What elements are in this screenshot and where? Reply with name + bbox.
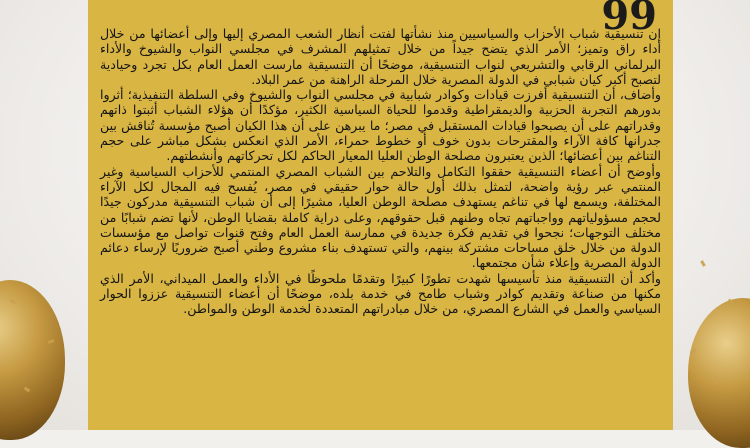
article-body [100,26,661,317]
quote-icon: 99 [601,0,657,39]
article-paragraph-4: وأكد أن التنسيقية منذ تأسيسها شهدت تطورًا كبيرًا وتقدمًا ملحوظًا في الأداء والعمل الميداني، الأمر الذي مكنها من صناعة وتقديم كوادر وشباب طامح في خدمة بلده، موضحًا أن أعضاء التنسيقية عززوا الحوار السياسي والعمل في الشارع المصري، من خلال مبادراتهم المتعددة لخدمة الوطن والمواطن. [100,270,661,317]
article-paragraph-1: إن تنسيقية شباب الأحزاب والسياسيين منذ نشأتها لفتت أنظار الشعب المصري إليها وإلى أعضائها من خلال أداء راق وتميز؛ الأمر الذي يتضح جيداً من خلال تمثيلهم المشرف في مجلسي النواب والشيوخ والأداء البرلماني الرقابي والتشريعي لنواب التنسيقية، موضحًا أن التنسيقية مارست العمل العام بكل تجرد وحيادية لتصبح أكبر كيان شبابي في الدولة المصرية خلال المرحلة الراهنة من عمر البلاد. [100,26,661,87]
article-paragraph-3: وأوضح أن أعضاء التنسيقية حققوا التكامل والتلاحم بين الشباب المصري المنتمي للأحزاب السياسية وغير المنتمي عبر رؤية واضحة، لتمثل بذلك أول حالة حوار حقيقي في مصر، يُفسح فيه المجال لكل الآراء المختلفة، ويسمع لها في تناغم يستهدف مصلحة الوطن العليا، مشيرًا إلى أن شباب التنسيقية مدركون جيدًا لحجم مسؤولياتهم وواجباتهم تجاه وطنهم قبل حقوقهم، وعلى دراية كاملة بقضايا الوطن، لأنها تضم شبابًا من مختلف التوجهات؛ نجحوا في تقديم فكرة جديدة في ممارسة العمل العام وفتح قنوات تواصل مع مؤسسات الدولة من خلال خلق مساحات مشتركة بينهم، والتي تستهدف بناء مشروع وطني أصبح ضروريًا لإرساء دعائم الدولة المصرية وإعلاء شأن مجتمعها. [100,163,661,271]
article-panel [88,0,673,430]
article-paragraph-2: وأضاف، أن التنسيقية أفرزت قيادات وكوادر شبابية في مجلسي النواب والشيوخ وفي السلطة التنفيذية؛ أثروا بدورهم التجربة الحزبية والديمقراطية وقدموا للحياة السياسية الكثير، مؤكدًا أن هؤلاء الشباب أثبتوا ذاتهم وقدراتهم على أن يصبحوا قيادات المستقبل في مصر؛ ما يبرهن على أن هذا الكيان أصبح مؤسسة تُناقش بين جدرانها كافة الآراء والمقترحات بدون خوف أو خطوط حمراء، الأمر الذي انعكس بشكل مباشر على حجم التناغم بين أعضائها؛ الذين يعتبرون مصلحة الوطن العليا المعيار الحاكم لكل تحركاتهم وأنشطتهم. [100,87,661,164]
